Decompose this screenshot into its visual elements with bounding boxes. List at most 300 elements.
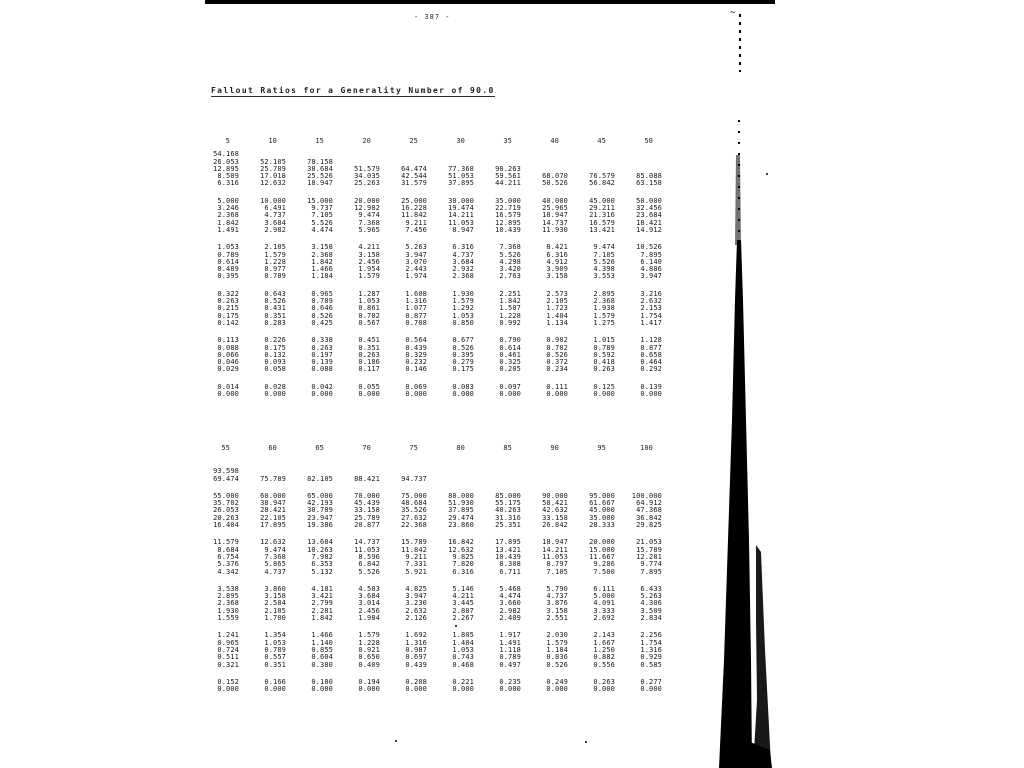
table-row <box>200 686 682 693</box>
table-cell: 3.158 <box>546 606 568 615</box>
table-cell: 0.431 <box>264 304 286 313</box>
table-cell: 3.684 <box>264 218 286 227</box>
column-header: 45 <box>597 137 606 145</box>
table-cell: 1.579 <box>546 638 568 647</box>
table-cell: 1.053 <box>358 297 380 306</box>
table-cell: 0.197 <box>311 350 333 359</box>
table-cell: 3.947 <box>640 272 662 281</box>
table-cell: 0.380 <box>311 660 333 669</box>
table-cell: 7.368 <box>499 243 521 252</box>
table-cell: 0.526 <box>546 660 568 669</box>
table-cell: 3.860 <box>264 584 286 593</box>
table-cell: 5.132 <box>311 567 333 576</box>
table-cell: 19.386 <box>307 521 333 530</box>
table-cell: 0.790 <box>499 336 521 345</box>
table-cell: 42.632 <box>542 506 568 515</box>
table-cell: 8.421 <box>546 243 568 252</box>
table-cell: 1.287 <box>358 289 380 298</box>
table-cell: 6.842 <box>358 560 380 569</box>
scan-artifact-top-bar <box>205 0 775 4</box>
table-row <box>200 273 682 280</box>
table-cell: 9.286 <box>593 560 615 569</box>
table-cell: 1.184 <box>311 272 333 281</box>
table-cell: 0.292 <box>640 365 662 374</box>
table-cell: 16.842 <box>448 538 474 547</box>
table-cell: 11.053 <box>448 218 474 227</box>
table-cell: 2.143 <box>593 631 615 640</box>
table-cell: 3.445 <box>452 599 474 608</box>
table-cell: 75.789 <box>260 474 286 483</box>
column-header: 95 <box>597 444 606 452</box>
table-cell: 5.468 <box>499 584 521 593</box>
table-cell <box>341 151 388 158</box>
table-cell: 16.228 <box>401 204 427 213</box>
table-cell: 12.281 <box>636 552 662 561</box>
table-cell: 0.585 <box>640 660 662 669</box>
table-cell: 9.211 <box>405 552 427 561</box>
table-cell: 16.404 <box>213 521 239 530</box>
table-cell: 63.158 <box>636 179 662 188</box>
table-cell: 45.000 <box>589 196 615 205</box>
table-cell: 5.000 <box>593 592 615 601</box>
row-group <box>200 468 682 483</box>
table-cell: 5.526 <box>499 250 521 259</box>
table-cell: 40.000 <box>542 196 568 205</box>
table-cell: 1.954 <box>358 265 380 274</box>
table-cell <box>623 476 670 483</box>
table-cell: 0.497 <box>499 660 521 669</box>
table-cell: 7.500 <box>593 567 615 576</box>
table-cell: 9.474 <box>593 243 615 252</box>
table-cell: 0.152 <box>217 677 239 686</box>
table-row <box>200 320 682 327</box>
table-cell: 2.834 <box>640 614 662 623</box>
table-cell: 0.557 <box>264 653 286 662</box>
table-cell: 45.439 <box>354 499 380 508</box>
row-group <box>200 244 682 280</box>
table-cell <box>482 476 529 483</box>
table-cell: 1.316 <box>405 297 427 306</box>
table-cell: 4.737 <box>264 211 286 220</box>
table-cell: 1.559 <box>217 614 239 623</box>
table-cell: 0.083 <box>452 382 474 391</box>
table-cell: 50.000 <box>636 196 662 205</box>
table-cell: 2.763 <box>499 272 521 281</box>
table-cell: 1.053 <box>217 243 239 252</box>
table-cell: 0.055 <box>358 382 380 391</box>
column-header: 90 <box>550 444 559 452</box>
table-cell: 0.232 <box>405 358 427 367</box>
table-cell: 0.139 <box>311 358 333 367</box>
table-cell: 2.030 <box>546 631 568 640</box>
column-header: 5 <box>225 137 230 145</box>
table-cell: 0.439 <box>405 343 427 352</box>
table-cell: 0.451 <box>358 336 380 345</box>
table-cell: 0.000 <box>405 685 427 694</box>
table-cell: 5.790 <box>546 584 568 593</box>
table-cell: 14.211 <box>448 211 474 220</box>
table-cell <box>482 151 529 158</box>
table-cell: 17.018 <box>260 172 286 181</box>
table-cell: 0.000 <box>640 685 662 694</box>
table-cell: 10.526 <box>636 243 662 252</box>
table-cell: 23.684 <box>636 211 662 220</box>
table-cell: 28.421 <box>260 506 286 515</box>
table-cell: 1.250 <box>593 645 615 654</box>
table-cell: 1.842 <box>217 218 239 227</box>
table-cell: 17.895 <box>260 521 286 530</box>
table-cell: 68.070 <box>542 172 568 181</box>
table-cell: 3.876 <box>546 599 568 608</box>
table-cell: 2.456 <box>358 606 380 615</box>
table-cell: 0.614 <box>499 343 521 352</box>
table-cell: 29.825 <box>636 521 662 530</box>
table-cell: 0.677 <box>452 336 474 345</box>
table-cell <box>623 151 670 158</box>
table-cell: 0.000 <box>311 685 333 694</box>
table-cell: 20.000 <box>589 538 615 547</box>
table-cell: 26.053 <box>213 157 239 166</box>
table-cell: 33.158 <box>542 513 568 522</box>
table-cell: 12.895 <box>213 164 239 173</box>
table-cell: 0.836 <box>546 653 568 662</box>
table-cell: 70.000 <box>354 491 380 500</box>
table-cell: 1.275 <box>593 318 615 327</box>
table-cell: 1.228 <box>499 311 521 320</box>
table-cell: 1.417 <box>640 318 662 327</box>
scan-artifact-dashed-line <box>739 14 741 72</box>
table-cell: 1.292 <box>452 304 474 313</box>
table-cell: 2.105 <box>264 243 286 252</box>
table-cell: 35.702 <box>213 499 239 508</box>
row-group <box>200 679 682 694</box>
table-cell: 1.842 <box>311 257 333 266</box>
table-cell: 100.000 <box>631 491 662 500</box>
column-header: 85 <box>503 444 512 452</box>
table-cell: 4.737 <box>452 250 474 259</box>
table-cell: 35.000 <box>495 196 521 205</box>
table-cell: 1.579 <box>452 297 474 306</box>
table-cell: 1.754 <box>640 311 662 320</box>
table-cell: 48.684 <box>401 499 427 508</box>
table-cell: 2.807 <box>452 606 474 615</box>
table-cell: 0.263 <box>217 297 239 306</box>
table-cell: 0.000 <box>452 390 474 399</box>
table-cell: 1.354 <box>264 631 286 640</box>
table-cell: 8.947 <box>452 225 474 234</box>
table-cell: 77.368 <box>448 164 474 173</box>
table-cell <box>435 476 482 483</box>
table-row <box>200 391 682 398</box>
table-cell: 2.895 <box>593 289 615 298</box>
table-cell: 3.246 <box>217 204 239 213</box>
table-cell: 0.142 <box>217 318 239 327</box>
table-cell: 0.329 <box>405 350 427 359</box>
table-cell: 7.820 <box>452 560 474 569</box>
table-cell: 1.053 <box>452 311 474 320</box>
table-cell: 0.789 <box>311 297 333 306</box>
table-cell: 75.000 <box>401 491 427 500</box>
table-cell: 8.308 <box>499 560 521 569</box>
table-cell: 2.105 <box>546 297 568 306</box>
column-header: 65 <box>315 444 324 452</box>
table-cell: 0.226 <box>264 336 286 345</box>
table-cell: 93.598 <box>213 467 239 476</box>
table-cell: 25.000 <box>401 196 427 205</box>
table-cell: 6.316 <box>452 243 474 252</box>
table-cell: 2.251 <box>499 289 521 298</box>
table-cell: 2.584 <box>264 599 286 608</box>
table-cell: 5.263 <box>640 592 662 601</box>
table-cell: 0.604 <box>311 653 333 662</box>
table-cell: 1.228 <box>358 638 380 647</box>
table-cell: 18.421 <box>636 218 662 227</box>
scan-speck <box>585 741 587 743</box>
table-cell: 0.921 <box>358 645 380 654</box>
table-cell: 10.439 <box>495 225 521 234</box>
column-header: 35 <box>503 137 512 145</box>
table-cell: 12.632 <box>260 538 286 547</box>
table-cell: 25.789 <box>354 513 380 522</box>
table-cell: 3.909 <box>546 265 568 274</box>
table-cell: 0.439 <box>405 660 427 669</box>
table-cell: 64.912 <box>636 499 662 508</box>
table-cell: 0.263 <box>311 343 333 352</box>
table-cell: 42.544 <box>401 172 427 181</box>
table-cell: 0.113 <box>217 336 239 345</box>
table-cell: 0.850 <box>452 318 474 327</box>
table-cell: 13.421 <box>589 225 615 234</box>
table-cell: 3.509 <box>640 606 662 615</box>
table-cell: 0.564 <box>405 336 427 345</box>
table-cell: 0.882 <box>593 653 615 662</box>
table-cell: 12.632 <box>448 545 474 554</box>
table-cell: 4.474 <box>499 592 521 601</box>
table-cell: 14.737 <box>542 218 568 227</box>
table-cell: 3.158 <box>264 592 286 601</box>
table-cell: 0.658 <box>640 350 662 359</box>
table-cell: 8.797 <box>546 560 568 569</box>
table-cell: 7.456 <box>405 225 427 234</box>
table-body <box>200 151 682 398</box>
table-cell: 0.526 <box>311 311 333 320</box>
table-cell: 88.421 <box>354 474 380 483</box>
scan-speck <box>395 740 397 742</box>
table-cell: 1.507 <box>499 304 521 313</box>
table-cell: 25.526 <box>307 172 333 181</box>
table-cell <box>435 468 482 475</box>
table-cell: 0.146 <box>405 365 427 374</box>
table-cell: 0.409 <box>358 660 380 669</box>
table-cell: 0.987 <box>405 645 427 654</box>
table-cell: 60.000 <box>260 491 286 500</box>
table-cell: 4.737 <box>264 567 286 576</box>
table-row <box>200 522 682 529</box>
column-header: 80 <box>456 444 465 452</box>
table-cell: 4.825 <box>405 584 427 593</box>
table-cell: 0.789 <box>217 250 239 259</box>
table-cell: 4.298 <box>499 257 521 266</box>
table-cell: 1.754 <box>640 638 662 647</box>
table-cell: 0.526 <box>452 343 474 352</box>
table-cell: 1.184 <box>546 645 568 654</box>
table-cell: 5.526 <box>311 218 333 227</box>
table-cell <box>529 468 576 475</box>
table-cell: 58.421 <box>542 499 568 508</box>
table-cell: 9.474 <box>358 211 380 220</box>
column-header: 30 <box>456 137 465 145</box>
table-cell: 3.421 <box>311 592 333 601</box>
table-cell: 13.421 <box>495 545 521 554</box>
table-cell: 1.692 <box>405 631 427 640</box>
table-cell: 1.842 <box>499 297 521 306</box>
table-cell: 1.917 <box>499 631 521 640</box>
table-cell: 0.132 <box>264 350 286 359</box>
page-number: - 387 - <box>414 13 451 21</box>
table-cell <box>388 151 435 158</box>
table-cell: 6.433 <box>640 584 662 593</box>
table-cell: 94.737 <box>401 474 427 483</box>
table-cell: 8.509 <box>217 172 239 181</box>
table-cell: 6.491 <box>264 204 286 213</box>
table-cell: 2.443 <box>405 265 427 274</box>
table-cell: 0.058 <box>264 365 286 374</box>
table-cell <box>529 151 576 158</box>
table-cell: 0.046 <box>217 358 239 367</box>
table-cell: 31.579 <box>401 179 427 188</box>
table-cell: 21.053 <box>636 538 662 547</box>
table-cell: 34.035 <box>354 172 380 181</box>
table-cell: 0.208 <box>405 677 427 686</box>
table-cell: 1.404 <box>546 311 568 320</box>
table-cell: 3.947 <box>405 250 427 259</box>
table-cell: 0.000 <box>217 390 239 399</box>
table-cell: 0.511 <box>217 653 239 662</box>
table-cell: 11.579 <box>213 538 239 547</box>
table-cell: 9.474 <box>264 545 286 554</box>
table-row <box>200 366 682 373</box>
table-cell: 61.667 <box>589 499 615 508</box>
table-cell: 3.684 <box>452 257 474 266</box>
table-cell: 18.947 <box>307 179 333 188</box>
fallout-table-columns-5-50 <box>200 138 682 398</box>
table-cell: 35.000 <box>589 513 615 522</box>
document-title: Fallout Ratios for a Generality Number of 90.0 <box>211 86 495 95</box>
row-group <box>200 632 682 668</box>
table-cell: 1.053 <box>264 638 286 647</box>
table-cell: 0.724 <box>217 645 239 654</box>
table-cell: 0.234 <box>546 365 568 374</box>
table-cell: 44.211 <box>495 179 521 188</box>
column-header: 60 <box>268 444 277 452</box>
table-cell: 0.000 <box>264 390 286 399</box>
table-cell: 22.105 <box>260 513 286 522</box>
table-cell: 4.886 <box>640 265 662 274</box>
table-cell: 2.632 <box>640 297 662 306</box>
row-group <box>200 384 682 399</box>
table-cell: 55.175 <box>495 499 521 508</box>
table-cell: 3.553 <box>593 272 615 281</box>
table-cell: 25.351 <box>495 521 521 530</box>
table-row <box>200 615 682 622</box>
column-header: 55 <box>221 444 230 452</box>
table-cell: 0.789 <box>264 645 286 654</box>
table-cell: 0.351 <box>264 311 286 320</box>
table-cell: 0.418 <box>593 358 615 367</box>
table-cell: 0.029 <box>217 365 239 374</box>
table-cell: 0.902 <box>546 336 568 345</box>
table-cell: 11.053 <box>542 552 568 561</box>
table-cell: 1.723 <box>546 304 568 313</box>
table-cell: 1.579 <box>593 311 615 320</box>
row-group <box>200 151 682 187</box>
table-cell: 54.168 <box>213 150 239 159</box>
table-cell: 0.000 <box>546 390 568 399</box>
table-cell: 8.596 <box>358 552 380 561</box>
table-cell: 4.181 <box>311 584 333 593</box>
table-cell: 32.456 <box>636 204 662 213</box>
table-cell: 0.088 <box>311 365 333 374</box>
table-cell: 0.000 <box>499 685 521 694</box>
table-cell: 0.186 <box>358 358 380 367</box>
table-cell: 23.947 <box>307 513 333 522</box>
table-cell: 7.105 <box>593 250 615 259</box>
table-cell: 0.235 <box>499 677 521 686</box>
table-cell: 0.351 <box>264 660 286 669</box>
table-row <box>200 569 682 576</box>
table-cell: 0.351 <box>358 343 380 352</box>
table-cell: 1.805 <box>452 631 474 640</box>
table-cell: 13.684 <box>307 538 333 547</box>
table-cell: 7.331 <box>405 560 427 569</box>
table-row <box>200 662 682 669</box>
table-cell <box>529 476 576 483</box>
table-cell <box>576 151 623 158</box>
table-cell: 0.175 <box>452 365 474 374</box>
table-cell: 1.316 <box>640 645 662 654</box>
table-cell: 7.895 <box>640 567 662 576</box>
table-cell: 4.342 <box>217 567 239 576</box>
column-header-row <box>200 445 682 452</box>
table-cell: 51.930 <box>448 499 474 508</box>
table-cell: 1.842 <box>311 614 333 623</box>
table-cell: 80.000 <box>448 491 474 500</box>
table-cell: 1.491 <box>217 225 239 234</box>
table-cell <box>529 159 576 166</box>
table-cell: 51.579 <box>354 164 380 173</box>
table-cell: 0.066 <box>217 350 239 359</box>
table-cell: 14.912 <box>636 225 662 234</box>
table-cell: 1.466 <box>311 265 333 274</box>
table-cell: 9.825 <box>452 552 474 561</box>
table-cell: 11.930 <box>542 225 568 234</box>
table-cell: 22.719 <box>495 204 521 213</box>
table-cell: 45.000 <box>589 506 615 515</box>
table-row <box>200 180 682 187</box>
table-cell: 5.921 <box>405 567 427 576</box>
table-cell: 0.283 <box>264 318 286 327</box>
table-cell: 0.526 <box>264 297 286 306</box>
table-cell: 1.316 <box>405 638 427 647</box>
column-header: 25 <box>409 137 418 145</box>
table-cell: 2.982 <box>264 225 286 234</box>
table-cell: 26.842 <box>542 521 568 530</box>
table-cell: 1.404 <box>452 638 474 647</box>
table-cell: 0.194 <box>358 677 380 686</box>
table-cell: 2.153 <box>640 304 662 313</box>
table-cell: 1.608 <box>405 289 427 298</box>
column-header: 10 <box>268 137 277 145</box>
